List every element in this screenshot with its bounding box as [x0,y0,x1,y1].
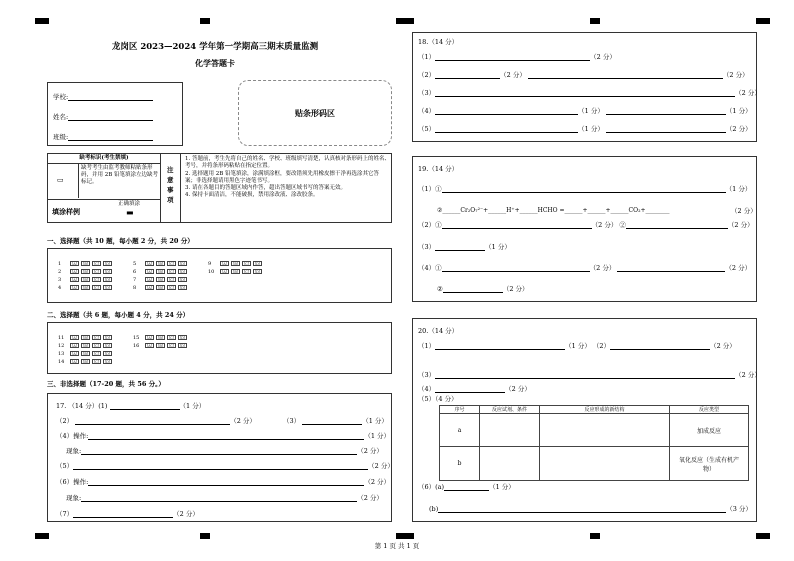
absent-checkbox[interactable]: ▭ [57,176,64,184]
option-bubble[interactable]: [A] [71,336,78,340]
option-bubble[interactable]: [A] [71,286,78,290]
q18-head: 18.（14 分） [418,38,459,46]
page-subtitle: 化学答题卡 [195,58,235,68]
option-bubble[interactable]: [D] [104,344,111,348]
option-bubble[interactable]: [B] [157,344,164,348]
section2-box [47,322,392,374]
table-cell: a [440,414,480,447]
choice-row [58,335,114,341]
q-label: （5）（4 分） [418,395,458,403]
question-number: 1 [58,261,62,267]
table-cell[interactable] [540,447,670,481]
table-header: 序号 [440,406,480,414]
question-number: 8 [133,285,137,291]
student-info-box [47,82,183,146]
q19-4c-answer[interactable] [443,292,503,293]
option-bubble[interactable]: [C] [168,286,175,290]
option-bubble[interactable]: [B] [232,270,239,274]
registration-mark [200,18,210,24]
option-bubble[interactable]: [D] [179,286,186,290]
option-bubble[interactable]: [C] [168,344,175,348]
option-bubble[interactable]: [D] [104,352,111,356]
q-label: （1） [418,53,436,61]
choice-row [58,351,114,357]
score: （1 分） [725,107,752,115]
q20-2-answer[interactable] [610,349,710,350]
option-bubble[interactable]: [D] [254,262,261,266]
score: （1 分） [364,432,391,440]
score: （2 分） [500,71,526,79]
option-bubble[interactable]: [C] [168,278,175,282]
score: （2 分） [735,371,761,379]
option-bubble[interactable]: [C] [93,344,100,348]
option-bubble[interactable]: [A] [71,262,78,266]
barcode-area [238,80,392,146]
table-cell: 加成反应 [670,414,749,447]
choice-row [133,343,189,349]
q17-6-phenomenon[interactable] [81,501,357,502]
option-bubble[interactable]: [D] [104,360,111,364]
q-label: 现象: [66,494,82,502]
q18-2a-answer[interactable] [435,78,500,79]
q17-1-answer[interactable] [110,409,180,410]
table-cell: b [440,447,480,481]
question-number: 2 [58,269,62,275]
q18-4b-answer[interactable] [606,114,726,115]
q19-2b-answer[interactable] [626,228,728,229]
absent-text: 缺考考生由监考教师粘贴条形码，并用 2B 铅笔填涂左边缺考标记。 [81,165,159,185]
option-bubble[interactable]: [B] [82,360,89,364]
question-number: 4 [58,285,62,291]
q-label: ② [437,285,443,293]
q19-1-answer[interactable] [442,192,726,193]
question-number: 5 [133,261,137,267]
q-label: （3） [283,417,301,425]
option-bubble[interactable]: [D] [104,262,111,266]
choice-row [208,261,264,267]
option-bubble[interactable]: [B] [82,336,89,340]
note-item: 2. 选择题用 2B 铅笔填涂，涂满填涂框，要改错须先用橡皮擦干净再选涂其它答案；非选择题请用黑色字迹笔书写。 [185,170,380,184]
barcode-label: 贴条形码区 [295,108,335,118]
option-bubble[interactable]: [C] [93,360,100,364]
score: （2 分） [731,207,757,215]
q-label: （2） [592,342,611,350]
registration-mark [590,533,600,539]
choice-row [133,335,189,341]
option-bubble[interactable]: [B] [82,344,89,348]
option-bubble[interactable]: [C] [93,336,100,340]
choice-row [133,285,189,291]
q20-head: 20.（14 分） [418,327,459,335]
score: （2 分） [230,417,256,425]
notes-label: 意 [167,176,174,184]
choice-row [58,277,114,283]
score: （2 分） [357,494,383,502]
option-bubble[interactable]: [B] [157,262,164,266]
table-header: 反应类型 [670,406,749,414]
choice-row [133,269,189,275]
registration-mark [35,533,49,539]
score: （1 分） [725,185,752,193]
option-bubble[interactable]: [D] [179,278,186,282]
registration-mark [396,18,414,24]
option-bubble[interactable]: [A] [71,278,78,282]
class-field[interactable] [68,140,153,141]
choice-row [133,261,189,267]
q-label: （1）① [418,185,442,193]
q17-7-answer[interactable] [73,517,173,518]
question-number: 6 [133,269,137,275]
option-bubble[interactable]: [C] [93,286,100,290]
table-cell[interactable] [480,447,540,481]
registration-mark [590,18,600,24]
score: （2 分） [725,125,752,133]
q19-head: 19.（14 分） [418,165,459,173]
option-bubble[interactable]: [A] [146,336,153,340]
q19-2a-answer[interactable] [442,228,592,229]
q17-3-answer[interactable] [302,424,362,425]
q19-4a-answer[interactable] [442,271,590,272]
school-field[interactable] [68,100,153,101]
q18-1-answer[interactable] [435,60,590,61]
q17-4-answer[interactable] [88,439,364,440]
question-number: 7 [133,277,137,283]
score: （2 分） [364,478,391,486]
option-bubble[interactable]: [C] [168,336,175,340]
q-label: （6）(a) [418,483,445,491]
q18-4a-answer[interactable] [435,114,578,115]
table-header: 反应形成的新结构 [540,406,670,414]
notes-box [160,153,392,223]
option-bubble[interactable]: [C] [168,270,175,274]
fill-example-label: 填涂样例 [52,207,80,216]
q20-4-answer[interactable] [435,392,505,393]
option-bubble[interactable]: [C] [243,262,250,266]
option-bubble[interactable]: [B] [82,270,89,274]
score: （1 分） [565,342,591,350]
option-bubble[interactable]: [D] [179,270,186,274]
score: （2 分） [722,71,749,79]
score: （2 分） [505,385,531,393]
choice-row [58,359,114,365]
question-number: 10 [208,269,215,275]
score: （1 分） [578,125,604,133]
q-label: （2） [418,71,436,79]
q-label: （4）操作: [56,432,89,440]
score: （1 分） [489,483,515,491]
section3-title: 三、非选择题（17-20 题，共 56 分。） [47,380,165,388]
option-bubble[interactable]: [D] [104,336,111,340]
choice-row [208,269,264,275]
score: （2 分） [357,447,383,455]
page-title: 龙岗区 2023—2024 学年第一学期高三期末质量监测 [111,42,319,52]
score: （2 分） [727,221,754,229]
notes-label: 注 [167,166,174,174]
q20-1-answer[interactable] [435,349,565,350]
option-bubble[interactable]: [B] [82,278,89,282]
question-number: 9 [208,261,212,267]
option-bubble[interactable]: [A] [146,344,153,348]
score: （3 分） [726,505,752,513]
option-bubble[interactable]: [B] [82,262,89,266]
question-number: 14 [58,359,65,365]
q17-box [47,393,392,522]
score: （2 分） [725,264,752,272]
q20-box [412,318,761,522]
absent-title: 缺考标识(考生禁填) [48,155,160,164]
fill-correct-label: 正确填涂 [118,201,141,207]
class-label: 班级: [53,133,69,141]
option-bubble[interactable]: [A] [71,360,78,364]
notes-label: 项 [167,196,174,204]
registration-mark [35,18,49,24]
option-bubble[interactable]: [B] [157,278,164,282]
note-item: 4. 保持卡面清洁，不能破损，禁用涂改液、涂改胶条。 [185,192,319,199]
option-bubble[interactable]: [A] [146,262,153,266]
option-bubble[interactable]: [C] [168,262,175,266]
name-field[interactable] [68,120,153,121]
question-number: 12 [58,343,65,349]
option-bubble[interactable]: [A] [146,270,153,274]
option-bubble[interactable]: [A] [71,270,78,274]
score: （1 分） [578,107,604,115]
option-bubble[interactable]: [A] [221,262,228,266]
choice-row [58,269,114,275]
school-label: 学校: [53,93,69,101]
q18-box [412,32,761,142]
absent-mark-box [47,153,161,223]
name-label: 姓名: [53,113,69,121]
q17-2-answer[interactable] [75,424,230,425]
section1-title: 一、选择题（共 10 题，每小题 2 分，共 20 分） [47,237,194,245]
option-bubble[interactable]: [D] [104,270,111,274]
q20-6a-answer[interactable] [444,490,489,491]
registration-mark [756,18,770,24]
q18-2b-answer[interactable] [528,78,723,79]
option-bubble[interactable]: [B] [82,286,89,290]
q19-3-answer[interactable] [435,250,485,251]
score: （2 分） [735,89,761,97]
notes-label: 事 [167,186,174,194]
question-number: 3 [58,277,62,283]
option-bubble[interactable]: [B] [157,270,164,274]
option-bubble[interactable]: [B] [157,336,164,340]
score: （2 分） [173,510,199,518]
q17-4-phenomenon[interactable] [81,454,357,455]
option-bubble[interactable]: [C] [243,270,250,274]
q-label: （3） [418,371,436,379]
table-header: 反应试剂、条件 [480,406,540,414]
option-bubble[interactable]: [D] [104,278,111,282]
q-label: （4） [418,107,436,115]
q20-3-answer[interactable] [435,378,735,379]
question-number: 11 [58,335,65,341]
option-bubble[interactable]: [C] [93,270,100,274]
table-cell: 氧化反应（生成有机产物） [670,447,749,481]
option-bubble[interactable]: [C] [93,278,100,282]
q-label: （4）① [418,264,442,272]
option-bubble[interactable]: [B] [82,352,89,356]
q-label: （5） [56,462,74,470]
option-bubble[interactable]: [C] [93,352,100,356]
option-bubble[interactable]: [D] [179,262,186,266]
score: （2 分） [710,342,736,350]
option-bubble[interactable]: [D] [254,270,261,274]
q18-5b-answer[interactable] [606,132,726,133]
choice-row [133,277,189,283]
q18-5a-answer[interactable] [435,132,578,133]
score: （2 分） [368,462,394,470]
choice-row [58,261,114,267]
registration-mark [200,533,210,539]
option-bubble[interactable]: [D] [104,286,111,290]
registration-mark [756,533,770,539]
q-label: （4） [418,385,436,393]
registration-mark [396,533,414,539]
note-item: 1. 答题前，考生先将自己的姓名、学校、班级填写清楚，认真核对条形码上的姓名、考号，并将条形码粘贴在指定位置。 [185,156,390,170]
q-label: (b) [429,505,439,513]
table-cell[interactable] [540,414,670,447]
page-footer: 第 1 页 共 1 页 [374,542,420,550]
q-label: 现象: [66,447,82,455]
option-bubble[interactable]: [C] [93,262,100,266]
score: （2 分） [590,53,616,61]
q17-head: 17. （14 分）(1) [56,402,108,410]
q-label: （6）操作: [56,478,89,486]
question-number: 15 [133,335,140,341]
question-number: 13 [58,351,65,357]
score: （2 分） [591,221,618,229]
choice-row [58,343,114,349]
option-bubble[interactable]: [A] [146,286,153,290]
q-label: （3） [418,89,436,97]
score: （2 分） [589,264,616,272]
q-label: （2） [56,417,74,425]
q-label: （3） [418,243,436,251]
choice-row [58,285,114,291]
q-label: （7） [56,510,74,518]
question-number: 16 [133,343,140,349]
q19-box [412,156,757,302]
option-bubble[interactable]: [D] [179,344,186,348]
section2-title: 二、选择题（共 6 题，每小题 4 分，共 24 分） [47,311,190,319]
score: （1 分） [179,402,206,410]
option-bubble[interactable]: [A] [221,270,228,274]
score: （2 分） [502,285,529,293]
q19-equation[interactable]: ②______Cr₂O₇²⁻+______H⁺+______HCHO =______+______+______CO₂+________ [437,207,670,214]
score: （1 分） [485,243,511,251]
q-label: （2）① [418,221,442,229]
note-item: 3. 请在各题目的答题区域内作答，超出答题区域书写的答案无效。 [185,185,346,192]
q-label: ② [619,221,626,229]
score: （1 分） [362,417,388,425]
q19-4b-answer[interactable] [617,271,725,272]
q20-table [439,405,749,481]
option-bubble[interactable]: [D] [179,336,186,340]
q17-6-answer[interactable] [88,485,364,486]
option-bubble[interactable]: [B] [232,262,239,266]
q-label: （5） [418,125,436,133]
section1-box [47,248,392,303]
option-bubble[interactable]: [A] [71,352,78,356]
option-bubble[interactable]: [A] [71,344,78,348]
q17-5-answer[interactable] [73,469,368,470]
table-cell[interactable] [480,414,540,447]
option-bubble[interactable]: [A] [146,278,153,282]
fill-sample: ▬ [126,208,134,217]
q-label: （1） [418,342,436,350]
q20-6b-answer[interactable] [438,512,726,513]
option-bubble[interactable]: [B] [157,286,164,290]
q18-3-answer[interactable] [435,96,735,97]
